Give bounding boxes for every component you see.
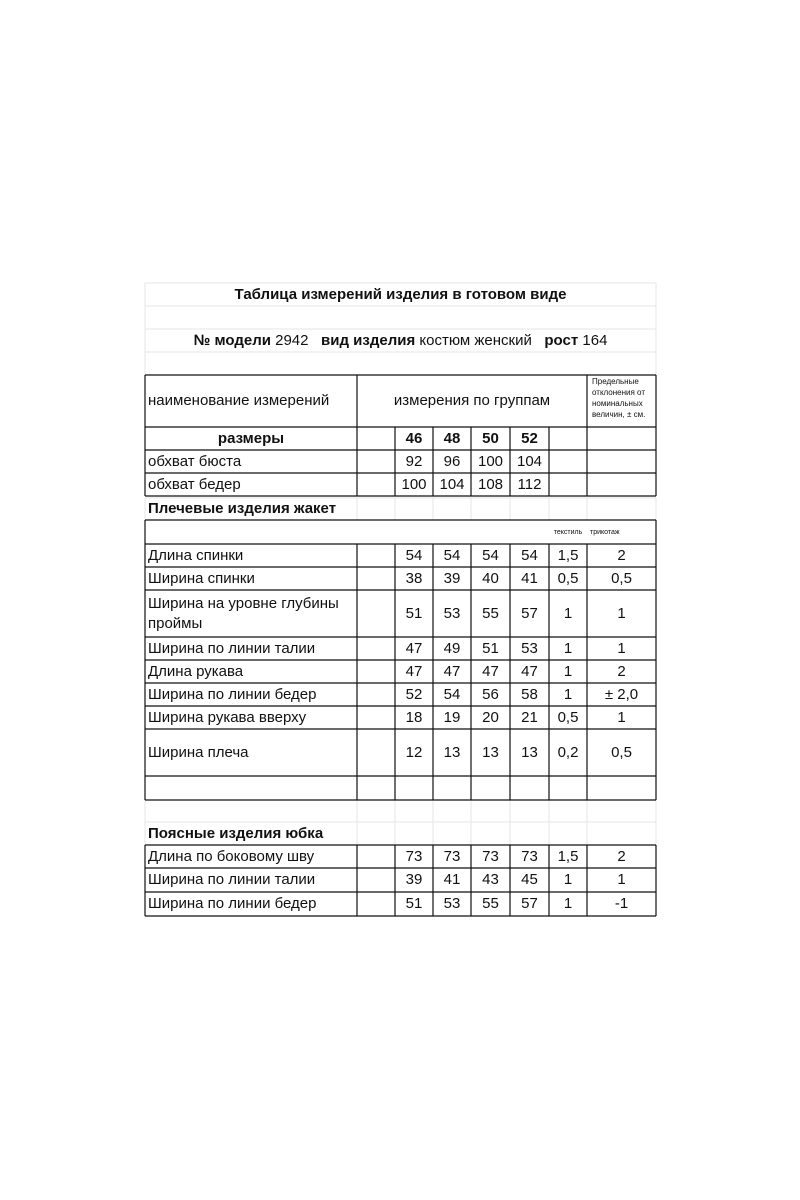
height-value: 164 xyxy=(582,331,608,349)
measure-value: 73 xyxy=(443,847,461,865)
size-value: 46 xyxy=(405,429,423,447)
tolerance-textile: 1 xyxy=(563,895,573,912)
skirt-heading: Поясные изделия юбка xyxy=(148,824,324,842)
measure-value: 39 xyxy=(405,871,423,888)
type-label: вид изделия xyxy=(321,331,416,349)
measure-value: 73 xyxy=(521,847,538,865)
height-label: рост xyxy=(544,331,579,349)
sizes-label: размеры xyxy=(217,429,285,447)
measure-value: 39 xyxy=(443,569,461,587)
type-value: костюм женский xyxy=(419,331,532,349)
measure-value: 47 xyxy=(521,662,538,680)
measure-value: 21 xyxy=(521,708,538,726)
measure-value: 43 xyxy=(482,871,499,888)
measure-value: 55 xyxy=(482,895,499,912)
body-measure-value: 100 xyxy=(477,452,504,470)
body-measure-value: 96 xyxy=(443,452,461,470)
measure-value: 54 xyxy=(405,546,423,564)
tolerance-knit-label: трикотаж xyxy=(590,528,620,536)
tolerance-textile-label: текстиль xyxy=(553,528,583,536)
measure-value: 73 xyxy=(482,847,499,865)
tolerance-knit: 2 xyxy=(617,847,626,865)
measure-value: 13 xyxy=(521,743,538,761)
header-tolerance-column: Предельные отклонения от номинальных величин, ± см. xyxy=(592,377,646,419)
tolerance-knit: 2 xyxy=(617,546,626,564)
measure-value: 54 xyxy=(443,546,461,564)
measure-value: 53 xyxy=(443,604,461,622)
header-name-column: наименование измерений xyxy=(148,392,330,409)
tolerance-knit: 1 xyxy=(617,604,626,622)
measure-value: 41 xyxy=(443,871,461,888)
measure-name: Ширина рукава вверху xyxy=(148,708,307,726)
measure-name: Ширина плеча xyxy=(148,743,249,761)
body-measure-value: 112 xyxy=(517,475,542,493)
measure-value: 45 xyxy=(521,871,538,888)
measure-name: Длина по боковому шву xyxy=(148,847,315,865)
measure-value: 53 xyxy=(521,639,538,657)
tolerance-textile: 1 xyxy=(563,604,573,622)
measure-value: 13 xyxy=(482,743,499,761)
measure-value: 54 xyxy=(521,546,538,564)
measure-name: Длина рукава xyxy=(148,662,244,680)
measure-value: 49 xyxy=(443,639,461,657)
body-measure-value: 104 xyxy=(516,452,543,470)
tolerance-textile: 1 xyxy=(563,639,573,657)
measure-value: 53 xyxy=(443,895,461,912)
measure-value: 12 xyxy=(405,743,423,761)
tolerance-knit: ± 2,0 xyxy=(604,685,639,703)
page-title: Таблица измерений изделия в готовом виде xyxy=(234,285,567,303)
model-label: № модели xyxy=(193,331,271,349)
tolerance-textile: 1,5 xyxy=(557,546,579,564)
tolerance-textile: 0,2 xyxy=(557,743,579,761)
measure-value: 18 xyxy=(405,708,423,726)
body-measure-name: обхват бедер xyxy=(148,475,241,493)
tolerance-knit: 2 xyxy=(617,662,626,680)
tolerance-textile: 1 xyxy=(563,662,573,680)
tolerance-textile: 0,5 xyxy=(557,708,579,726)
measure-value: 13 xyxy=(443,743,461,761)
body-measure-value: 92 xyxy=(405,452,423,470)
measure-value: 47 xyxy=(443,662,461,680)
measure-value: 41 xyxy=(521,569,538,587)
tolerance-textile: 0,5 xyxy=(557,569,579,587)
tolerance-textile: 1 xyxy=(563,685,573,703)
tolerance-knit: -1 xyxy=(614,895,629,912)
body-measure-value: 108 xyxy=(477,475,504,493)
jacket-heading: Плечевые изделия жакет xyxy=(148,500,337,517)
measure-value: 19 xyxy=(443,708,461,726)
measure-value: 40 xyxy=(482,569,499,587)
measure-value: 47 xyxy=(405,639,423,657)
size-value: 50 xyxy=(482,429,499,447)
measure-value: 20 xyxy=(482,708,499,726)
measure-value: 56 xyxy=(482,685,499,703)
measure-value: 55 xyxy=(482,604,499,622)
measure-name: Длина спинки xyxy=(148,546,244,564)
measure-value: 73 xyxy=(405,847,423,865)
measure-value: 47 xyxy=(405,662,423,680)
measure-name: Ширина по линии бедер xyxy=(148,895,317,912)
model-info-line xyxy=(145,329,656,352)
measure-value: 58 xyxy=(521,685,538,703)
tolerance-knit: 0,5 xyxy=(611,743,632,761)
measure-value: 57 xyxy=(521,895,538,912)
measure-value: 38 xyxy=(405,569,423,587)
model-value: 2942 xyxy=(275,331,309,349)
measure-value: 57 xyxy=(521,604,538,622)
body-measure-name: обхват бюста xyxy=(148,452,242,470)
measure-value: 54 xyxy=(482,546,499,564)
measure-name: Ширина на уровне глубины проймы xyxy=(148,594,339,632)
tolerance-knit: 1 xyxy=(617,639,626,657)
measure-value: 51 xyxy=(405,604,423,622)
measure-name: Ширина по линии бедер xyxy=(148,685,317,703)
tolerance-knit: 1 xyxy=(617,871,626,888)
tolerance-knit: 0,5 xyxy=(611,569,632,587)
measure-value: 52 xyxy=(405,685,423,703)
tolerance-textile: 1 xyxy=(563,871,573,888)
size-value: 48 xyxy=(443,429,461,447)
measure-value: 54 xyxy=(443,685,461,703)
measure-value: 47 xyxy=(482,662,499,680)
measure-value: 51 xyxy=(482,639,499,657)
header-groups-column: измерения по группам xyxy=(393,392,551,409)
tolerance-knit: 1 xyxy=(617,708,626,726)
body-measure-value: 104 xyxy=(439,475,465,493)
body-measure-value: 100 xyxy=(401,475,427,493)
tolerance-textile: 1,5 xyxy=(557,847,579,865)
measure-name: Ширина по линии талии xyxy=(148,639,316,657)
size-value: 52 xyxy=(521,429,538,447)
measure-name: Ширина спинки xyxy=(148,569,255,587)
measure-name: Ширина по линии талии xyxy=(148,871,316,888)
measure-value: 51 xyxy=(405,895,423,912)
